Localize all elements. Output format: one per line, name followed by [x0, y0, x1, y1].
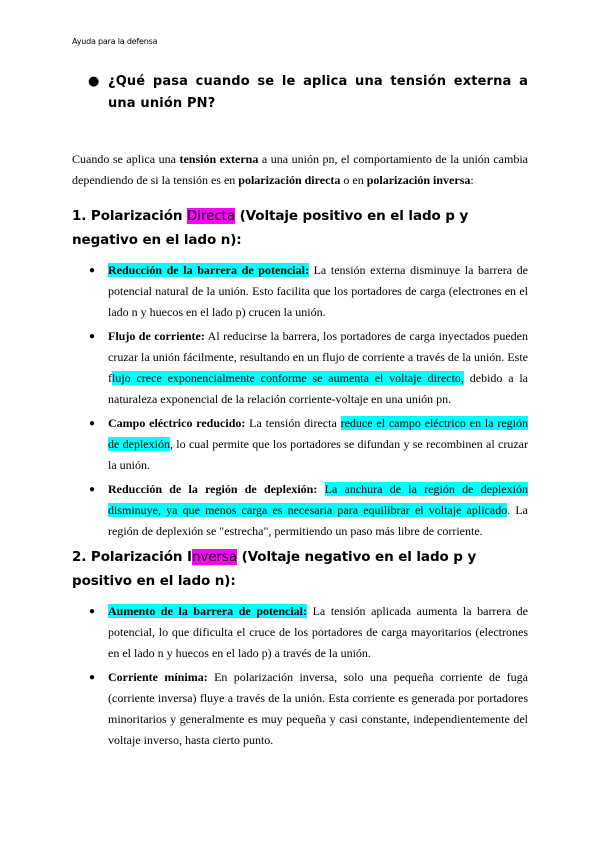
heading-highlight: Directa [187, 208, 235, 224]
bullet-icon: ● [89, 606, 96, 617]
item-highlight: lujo crece exponencialmente conforme se aumenta el voltaje directo, [112, 371, 464, 385]
heading-highlight: nversa [191, 549, 238, 565]
list-item [72, 601, 528, 664]
question-text: ¿Qué pasa cuando se le aplica una tensión externa a una unión PN? [108, 74, 528, 111]
intro-term-polarizacion-directa: polarización directa [238, 173, 341, 187]
intro-text: : [470, 173, 474, 187]
intro-term-polarizacion-inversa: polarización inversa [366, 173, 471, 187]
item-text: La tensión aplicada aumenta la barrera de potencial, lo que dificulta el cruce de los portadores de carga mayoritarios (electrones en el lado n y huecos en el lado p) a través de la unión. [108, 604, 528, 660]
list-item [72, 479, 528, 542]
list-item [72, 413, 528, 476]
bullet-icon: ● [89, 418, 96, 429]
item-term: Corriente mínima: [108, 670, 208, 684]
item-text: debido a la naturaleza exponencial de la relación corriente-voltaje en una unión pn. [108, 371, 528, 406]
item-text: La tensión directa [245, 416, 341, 430]
item-term: Reducción de la barrera de potencial: [108, 263, 309, 277]
bullet-icon: ● [88, 74, 100, 89]
item-term: Reducción de la región de deplexión: [108, 482, 318, 496]
heading-text: 2. Polarización I [72, 549, 192, 565]
item-text: . La región de deplexión se "estrecha", permitiendo un paso más libre de corriente. [108, 503, 529, 538]
list-item [72, 326, 528, 410]
heading-text: (Voltaje positivo en el lado p y negativo en el lado n): [72, 208, 469, 248]
question-heading [88, 71, 528, 115]
bullet-icon: ● [89, 484, 96, 495]
item-text [317, 482, 324, 496]
item-highlight: La anchura de la región de deplexión disminuye, ya que menos carga es necesaria para equilibrar el voltaje aplicado [108, 482, 529, 517]
item-term: Campo eléctrico reducido: [108, 416, 246, 430]
list-directa [72, 260, 528, 545]
item-highlight: reduce el campo eléctrico en la región de deplexión [108, 416, 528, 451]
bullet-icon: ● [89, 265, 96, 276]
item-text: En polarización inversa, solo una pequeña corriente de fuga (corriente inversa) fluye a través de la unión. Esta corriente es generada por portadores minoritarios y generalmente es muy pequeña y casi constante, independientemente del voltaje inverso, hasta cierto punto. [108, 670, 528, 747]
section-heading-inversa [72, 545, 532, 593]
item-text: Al reducirse la barrera, los portadores de carga inyectados pueden cruzar la unión fácilmente, resultando en un flujo de corriente a través de la unión. Este f [108, 329, 528, 385]
intro-term-tension-externa: tensión externa [179, 152, 259, 166]
heading-text: (Voltaje negativo en el lado p y positivo en el lado n): [72, 549, 477, 589]
intro-text: a una unión pn, el comportamiento de la unión cambia dependiendo de si la tensión es en [72, 152, 528, 187]
list-item [72, 260, 528, 323]
intro-text: Cuando se aplica una [72, 152, 180, 166]
bullet-icon: ● [89, 331, 96, 342]
running-header: Ayuda para la defensa [72, 37, 158, 46]
intro-paragraph [72, 149, 528, 191]
intro-text: o en [340, 173, 367, 187]
item-term: Aumento de la barrera de potencial: [108, 604, 308, 618]
item-text: La tensión externa disminuye la barrera de potencial natural de la unión. Esto facilita que los portadores de carga (electrones en el lado n y huecos en el lado p) crucen la unión. [108, 263, 528, 319]
list-inversa [72, 601, 528, 754]
list-item [72, 667, 528, 751]
item-text: , lo cual permite que los portadores se difundan y se recombinen al cruzar la unión. [108, 437, 528, 472]
section-heading-directa [72, 204, 532, 252]
bullet-icon: ● [89, 672, 96, 683]
item-term: Flujo de corriente: [108, 329, 205, 343]
heading-text: 1. Polarización [72, 208, 187, 224]
